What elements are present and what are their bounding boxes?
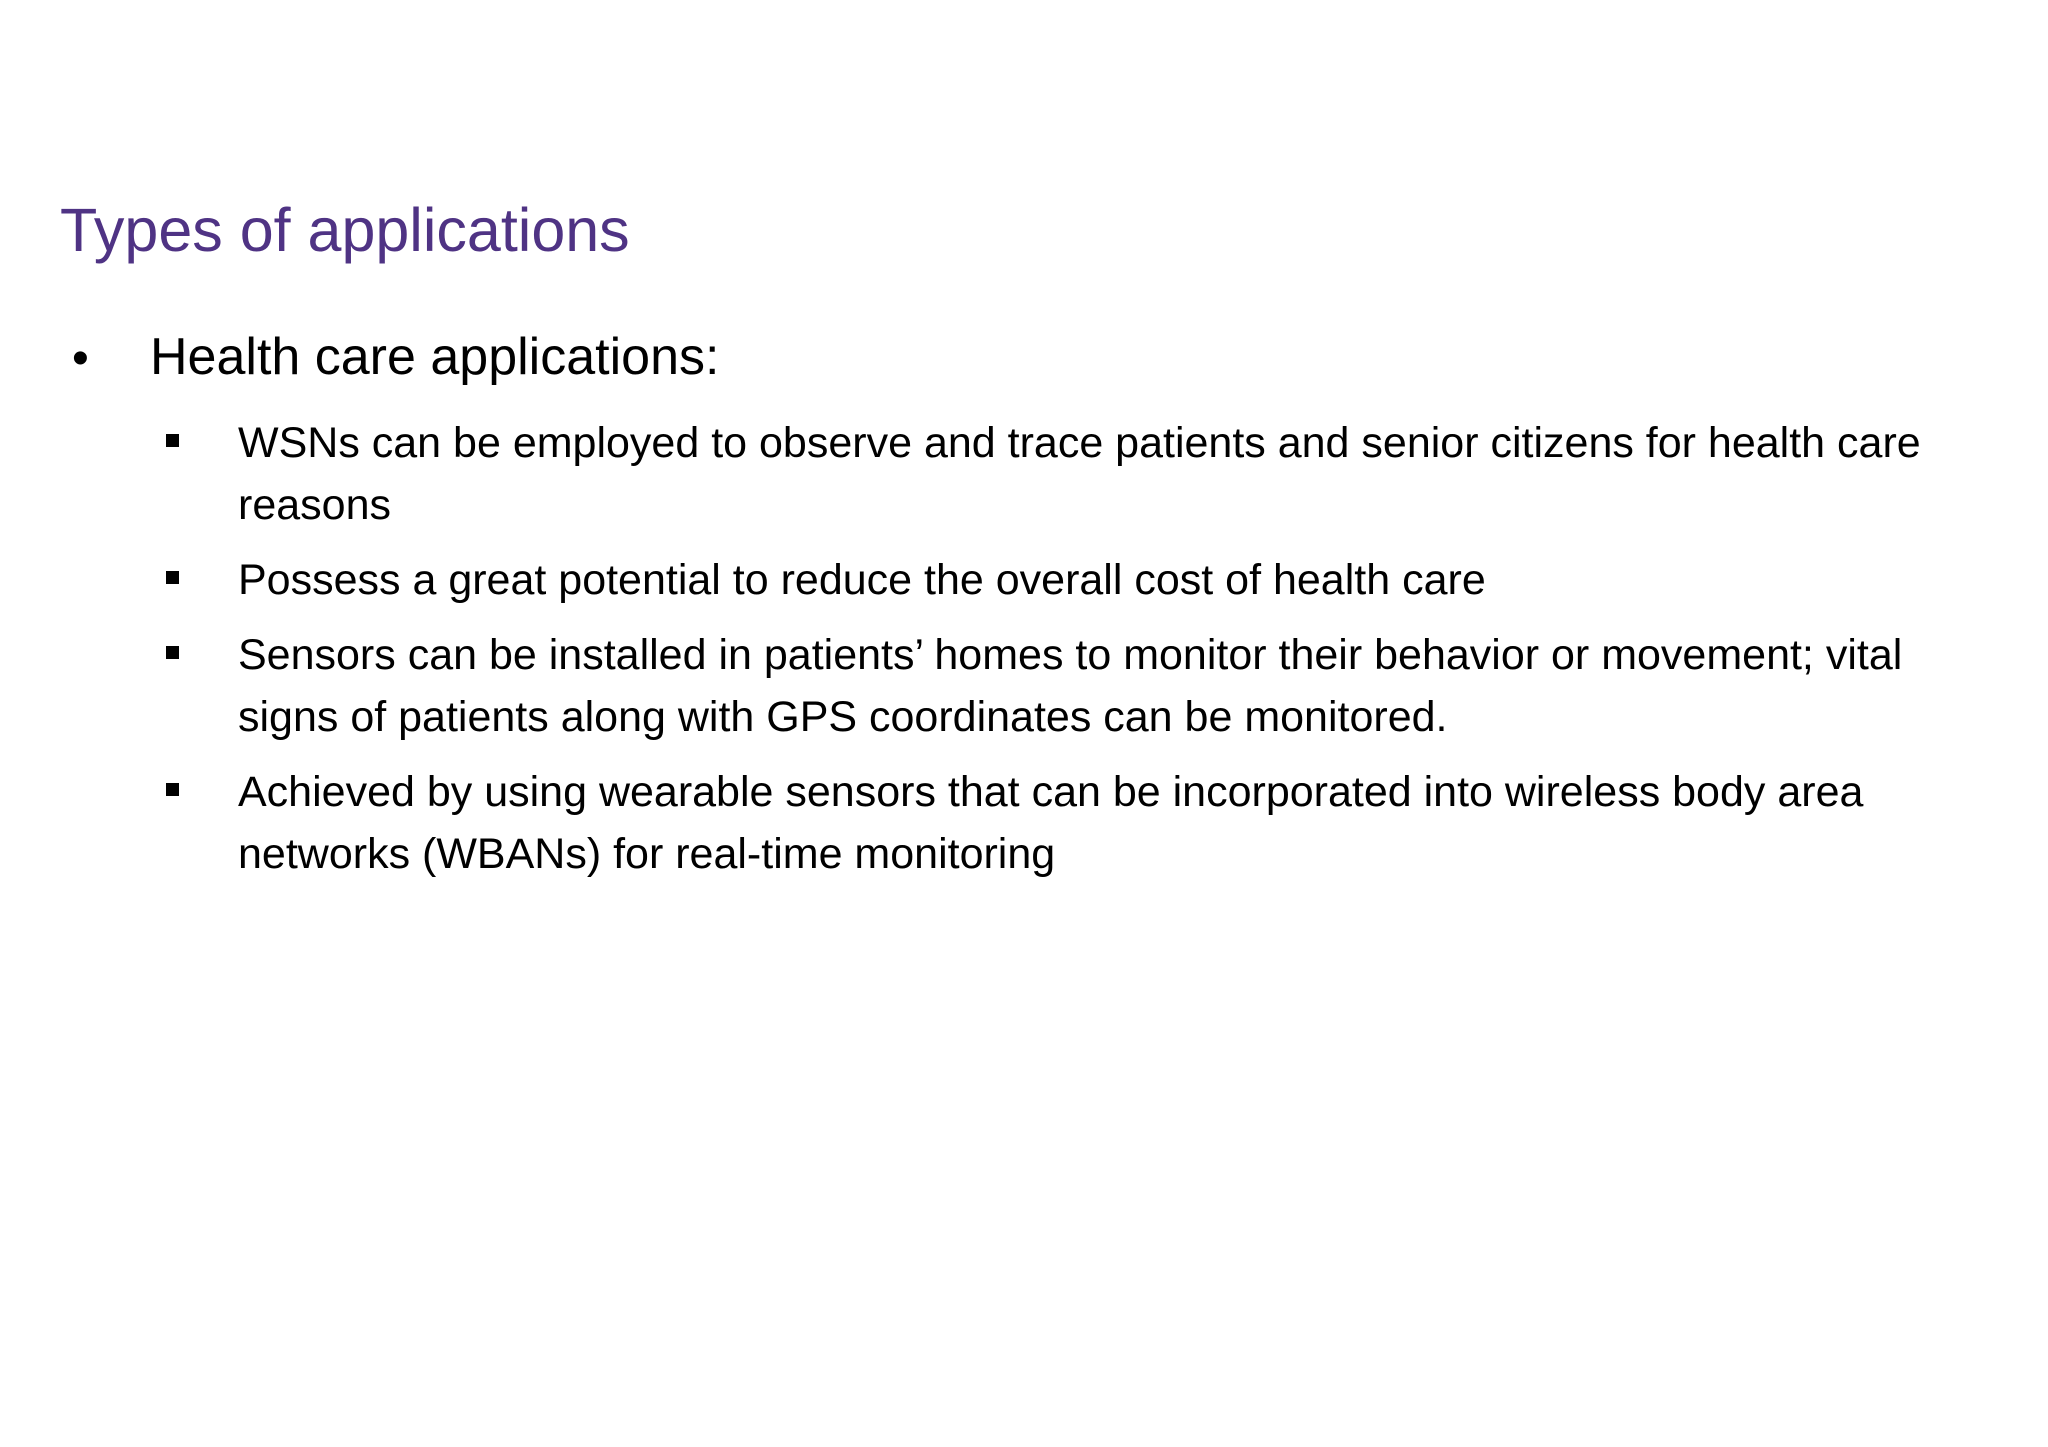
square-bullet-icon: [160, 412, 238, 474]
square-bullet-icon: [160, 624, 238, 686]
list-item-label: Health care applications:: [150, 328, 720, 386]
round-bullet-icon: •: [72, 332, 89, 385]
slide-title: Types of applications: [60, 196, 630, 264]
list-item: [160, 624, 2020, 748]
list-item-text: Possess a great potential to reduce the overall cost of health care: [238, 556, 1486, 604]
square-bullet-icon: [160, 761, 238, 823]
list-item-health-care: [72, 324, 1972, 392]
square-bullet-icon: [160, 549, 238, 611]
list-item: [160, 549, 2020, 611]
list-item: [160, 761, 2020, 885]
list-item-text: Achieved by using wearable sensors that can be incorporated into wireless body area networks (WBANs) for real-time monitoring: [238, 768, 1864, 878]
sub-bullet-list: [160, 412, 2020, 898]
bullet-list: [72, 324, 1972, 392]
list-item-text: Sensors can be installed in patients’ homes to monitor their behavior or movement; vital signs of patients along with GPS coordinates can be monitored.: [238, 631, 1903, 741]
list-item: [160, 412, 2020, 536]
list-item-text: WSNs can be employed to observe and trace patients and senior citizens for health care reasons: [238, 419, 1921, 529]
